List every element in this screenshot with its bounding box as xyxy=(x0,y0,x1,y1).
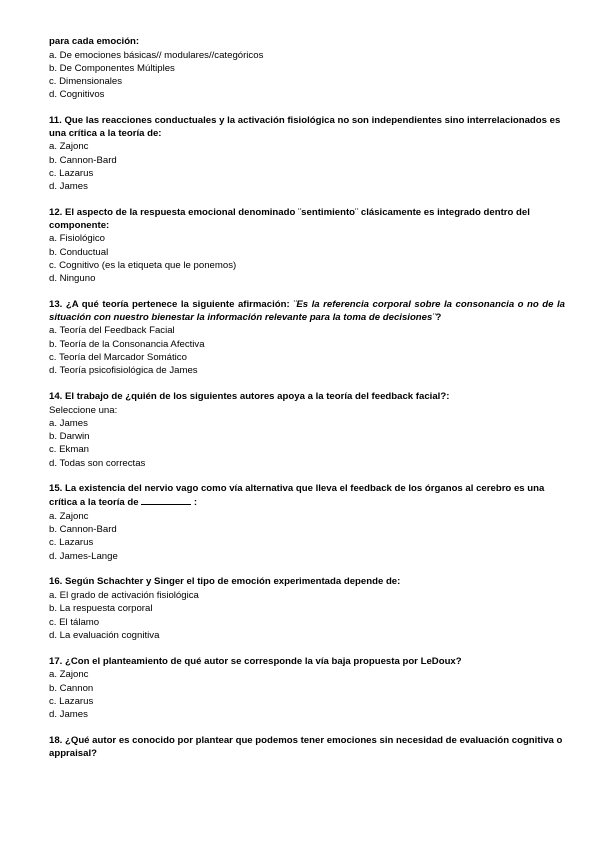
question-title: 14. El trabajo de ¿quién de los siguientes autores apoya a la teoría del feedback facial?: xyxy=(49,390,450,402)
question-15 xyxy=(49,483,565,562)
question-title xyxy=(49,299,565,324)
question-title-prefix: 15. La existencia del nervio vago como vía alternativa que lleva el feedback de los órganos al cerebro es una crítica a la teoría de xyxy=(49,483,545,509)
answer-option: c. Teoría del Marcador Somático xyxy=(49,351,187,363)
answer-option: b. Teoría de la Consonancia Afectiva xyxy=(49,338,205,350)
question-title-prefix: 13. ¿A qué teoría pertenece la siguiente afirmación: xyxy=(49,299,294,311)
question-14 xyxy=(49,391,565,470)
answer-option: d. Teoría psicofisiológica de James xyxy=(49,365,198,377)
answer-option: b. Cannon-Bard xyxy=(49,154,117,166)
intro-text: para cada emoción: xyxy=(49,36,140,47)
answer-option: c. Lazarus xyxy=(49,695,94,707)
question-title: 11. Que las reacciones conductuales y la activación fisiológica no son independientes sino interrelacionados es una crítica a la teoría de: xyxy=(49,115,561,139)
question-title: 12. El aspecto de la respuesta emocional denominado ¨sentimiento¨ clásicamente es integrado dentro del componente: xyxy=(49,207,530,231)
answer-option: a. Fisiológico xyxy=(49,233,105,245)
question-title: 17. ¿Con el planteamiento de qué autor se corresponde la vía baja propuesta por LeDoux? xyxy=(49,655,462,667)
question-title-suffix: : xyxy=(191,497,198,509)
answer-option: c. El tálamo xyxy=(49,616,100,628)
document-page xyxy=(49,36,565,774)
answer-option: a. Zajonc xyxy=(49,669,89,681)
answer-option: d. La evaluación cognitiva xyxy=(49,629,160,641)
answer-option: b. La respuesta corporal xyxy=(49,603,153,615)
answer-option: b. Cannon xyxy=(49,682,94,694)
question-17 xyxy=(49,656,565,722)
question-title xyxy=(49,483,565,509)
question-title: 16. Según Schachter y Singer el tipo de emoción experimentada depende de: xyxy=(49,576,401,588)
answer-option: b. Conductual xyxy=(49,246,109,258)
question-11 xyxy=(49,115,565,193)
answer-option: d. Todas son correctas xyxy=(49,457,146,469)
intro-option: d. Cognitivos xyxy=(49,89,105,101)
question-18 xyxy=(49,735,565,760)
answer-option: d. Ninguno xyxy=(49,273,96,285)
answer-option: a. Zajonc xyxy=(49,141,89,153)
answer-option: b. Darwin xyxy=(49,431,90,443)
question-16 xyxy=(49,576,565,642)
answer-option: c. Ekman xyxy=(49,444,89,456)
answer-option: b. Cannon-Bard xyxy=(49,523,117,535)
answer-option: c. Lazarus xyxy=(49,168,94,180)
intro-option: c. Dimensionales xyxy=(49,76,123,88)
question-title-suffix: ? xyxy=(435,311,442,323)
intro-option: a. De emociones básicas// modulares//categóricos xyxy=(49,49,264,61)
answer-option: c. Lazarus xyxy=(49,537,94,549)
answer-option: a. Zajonc xyxy=(49,510,89,522)
question-title: 18. ¿Qué autor es conocido por plantear que podemos tener emociones sin necesidad de evaluación cognitiva o appraisal? xyxy=(49,734,563,759)
question-12 xyxy=(49,207,565,285)
answer-option: d. James xyxy=(49,709,88,721)
blank-line xyxy=(141,496,191,505)
answer-option: a. James xyxy=(49,417,88,429)
intro-block xyxy=(49,36,565,102)
intro-option: b. De Componentes Múltiples xyxy=(49,62,175,74)
answer-option: a. El grado de activación fisiológica xyxy=(49,589,199,601)
answer-option: c. Cognitivo (es la etiqueta que le ponemos) xyxy=(49,259,237,271)
question-subtitle: Seleccione una: xyxy=(49,404,118,416)
question-13 xyxy=(49,299,565,377)
question-quote: ¨Es la referencia corporal sobre la consonancia o no de la situación con nuestro bienestar la información relevante para la toma de decisiones¨ xyxy=(49,299,565,323)
answer-option: a. Teoría del Feedback Facial xyxy=(49,325,175,337)
answer-option: d. James-Lange xyxy=(49,550,118,562)
answer-option: d. James xyxy=(49,181,88,193)
